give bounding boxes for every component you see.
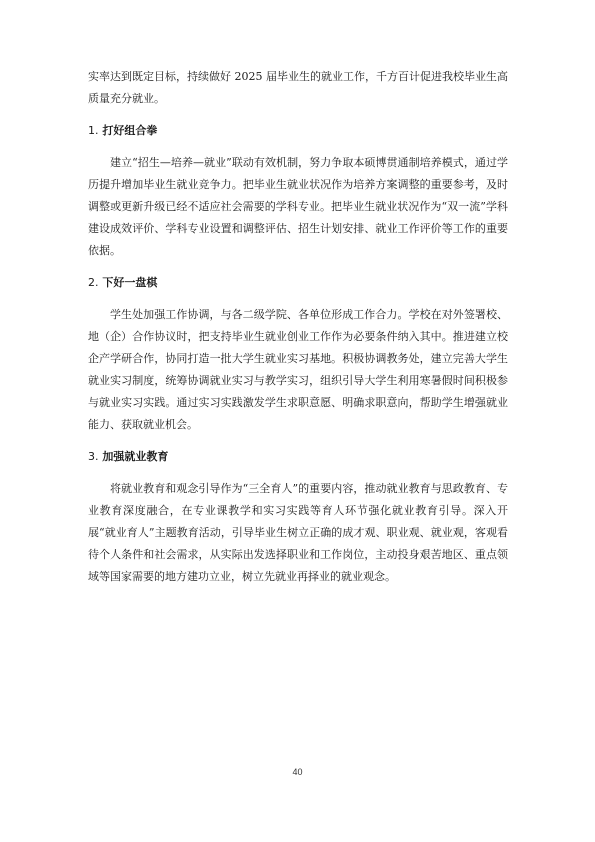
section-heading [88,120,508,142]
section-number: 2. [88,276,99,289]
section-title: 下好一盘棋 [102,276,158,289]
section-body: 将就业教育和观念引导作为“三全育人”的重要内容，推动就业教育与思政教育、专业教育深度融合，在专业课教学和实习实践等育人环节强化就业教育引导。深入开展“就业育人”主题教育活动，引导毕业生树立正确的成才观、职业观、就业观，客观看待个人条件和社会需求，从实际出发选择职业和工作岗位，主动投身艰苦地区、重点领域等国家需要的地方建功立业，树立先就业再择业的就业观念。 [88,482,508,583]
section-number: 3. [88,450,99,463]
section-heading [88,446,508,468]
section-3 [88,446,508,588]
section-heading [88,272,508,294]
page-content [88,66,508,588]
section-title: 加强就业教育 [102,450,169,463]
page-number: 40 [292,767,303,777]
section-2 [88,272,508,436]
intro-paragraph: 实率达到既定目标，持续做好 2025 届毕业生的就业工作，千方百计促进我校毕业生高质量充分就业。 [88,70,508,105]
section-body: 学生处加强工作协调，与各二级学院、各单位形成工作合力。学校在对外签署校、地（企）合作协议时，把支持毕业生就业创业工作作为必要条件纳入其中。推进建立校企产学研合作，协同打造一批大学生就业实习基地。积极协调教务处，建立完善大学生就业实习制度，统筹协调就业实习与教学实习，组织引导大学生利用寒暑假时间积极参与就业实习实践。通过实习实践激发学生求职意愿、明确求职意向，帮助学生增强就业能力、获取就业机会。 [88,308,508,431]
section-title: 打好组合拳 [102,124,158,137]
section-1 [88,120,508,262]
section-body: 建立“招生—培养—就业”联动有效机制，努力争取本硕博贯通制培养模式，通过学历提升增加毕业生就业竞争力。把毕业生就业状况作为培养方案调整的重要参考，及时调整或更新升级已经不适应社会需要的学科专业。把毕业生就业状况作为“双一流”学科建设成效评价、学科专业设置和调整评估、招生计划安排、就业工作评价等工作的重要依据。 [88,156,508,257]
section-number: 1. [88,124,99,137]
